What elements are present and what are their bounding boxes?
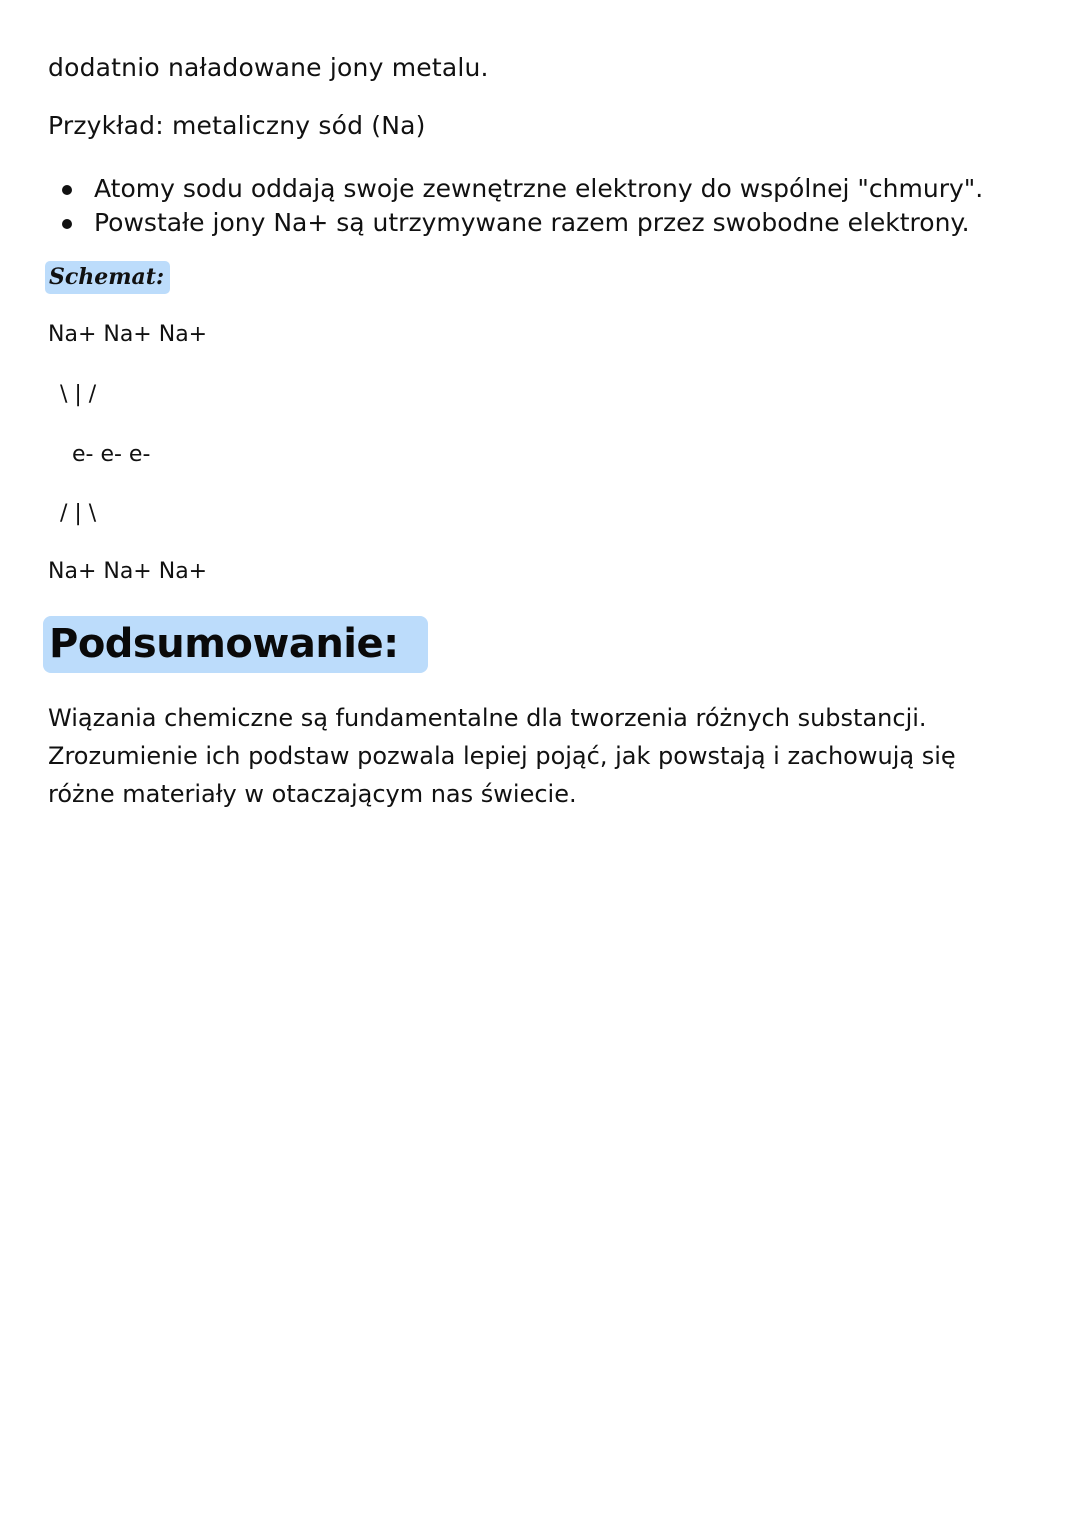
bullet-dot-icon [62,219,72,229]
summary-line: Zrozumienie ich podstaw pozwala lepiej pojąć, jak powstają i zachowują się [48,742,956,770]
bullet-list [62,172,983,240]
bullet-item [62,172,983,206]
summary-line: Wiązania chemiczne są fundamentalne dla tworzenia różnych substancji. [48,704,927,732]
intro-line: dodatnio naładowane jony metalu. [48,53,489,82]
schema-label: Schemat: [45,261,170,294]
example-line: Przykład: metaliczny sód (Na) [48,111,426,140]
schema-line-bonds-bottom: / | \ [60,501,97,526]
schema-line-bonds-top: \ | / [60,382,97,407]
bullet-text: Atomy sodu oddają swoje zewnętrzne elektrony do wspólnej "chmury". [94,174,984,203]
summary-heading: Podsumowanie: [43,616,428,673]
schema-line-ions-top: Na+ Na+ Na+ [48,322,208,347]
schema-line-ions-bottom: Na+ Na+ Na+ [48,559,208,584]
schema-line-electrons: e- e- e- [72,442,151,467]
summary-line: różne materiały w otaczającym nas świecie. [48,780,577,808]
bullet-text: Powstałe jony Na+ są utrzymywane razem przez swobodne elektrony. [94,208,970,237]
bullet-item [62,206,983,240]
bullet-dot-icon [62,185,72,195]
